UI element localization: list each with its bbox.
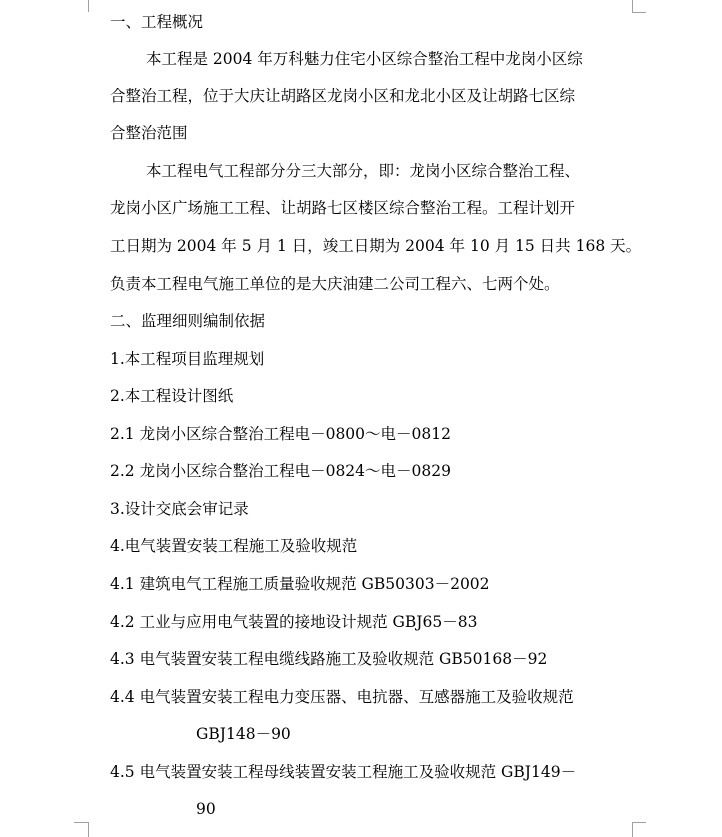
crop-mark-bottom-left-vertical (88, 822, 89, 837)
list-item-continuation: GBJ148－90 (196, 725, 291, 743)
crop-mark-top-left-vertical (88, 0, 89, 12)
paragraph-line: 本工程电气工程部分分三大部分，即：龙岗小区综合整治工程、 (146, 162, 581, 180)
list-item: 4.5 电气装置安装工程母线装置安装工程施工及验收规范 GBJ149－ (110, 763, 577, 781)
list-item: 1.本工程项目监理规划 (110, 350, 265, 368)
paragraph-line: 工日期为 2004 年 5 月 1 日，竣工日期为 2004 年 10 月 15 日共 168 天。 (110, 237, 642, 255)
list-item: 2.1 龙岗小区综合整治工程电－0800～电－0812 (110, 425, 451, 443)
section-heading-overview: 一、工程概况 (110, 13, 204, 31)
crop-mark-top-right-horizontal (632, 12, 646, 13)
list-item: 4.电气装置安装工程施工及验收规范 (110, 537, 358, 555)
list-item: 4.4 电气装置安装工程电力变压器、电抗器、互感器施工及验收规范 (110, 688, 574, 706)
crop-mark-bottom-right-vertical (632, 822, 633, 837)
list-item: 4.3 电气装置安装工程电缆线路施工及验收规范 GB50168－92 (110, 650, 548, 668)
crop-mark-bottom-left-horizontal (74, 822, 88, 823)
list-item: 2.本工程设计图纸 (110, 387, 234, 405)
paragraph-line: 合整治范围 (110, 124, 188, 142)
paragraph-line: 负责本工程电气施工单位的是大庆油建二公司工程六、七两个处。 (110, 275, 560, 293)
list-item: 4.2 工业与应用电气装置的接地设计规范 GBJ65－83 (110, 613, 478, 631)
list-item: 3.设计交底会审记录 (110, 500, 249, 518)
list-item-continuation: 90 (196, 800, 216, 818)
crop-mark-top-right-vertical (632, 0, 633, 12)
crop-mark-bottom-right-horizontal (632, 822, 646, 823)
section-heading-basis: 二、监理细则编制依据 (110, 312, 266, 330)
paragraph-line: 合整治工程，位于大庆让胡路区龙岗小区和龙北小区及让胡路七区综 (110, 87, 576, 105)
paragraph-line: 龙岗小区广场施工工程、让胡路七区楼区综合整治工程。工程计划开 (110, 199, 576, 217)
list-item: 4.1 建筑电气工程施工质量验收规范 GB50303－2002 (110, 575, 490, 593)
list-item: 2.2 龙岗小区综合整治工程电－0824～电－0829 (110, 462, 451, 480)
paragraph-line: 本工程是 2004 年万科魅力住宅小区综合整治工程中龙岗小区综 (146, 50, 583, 68)
